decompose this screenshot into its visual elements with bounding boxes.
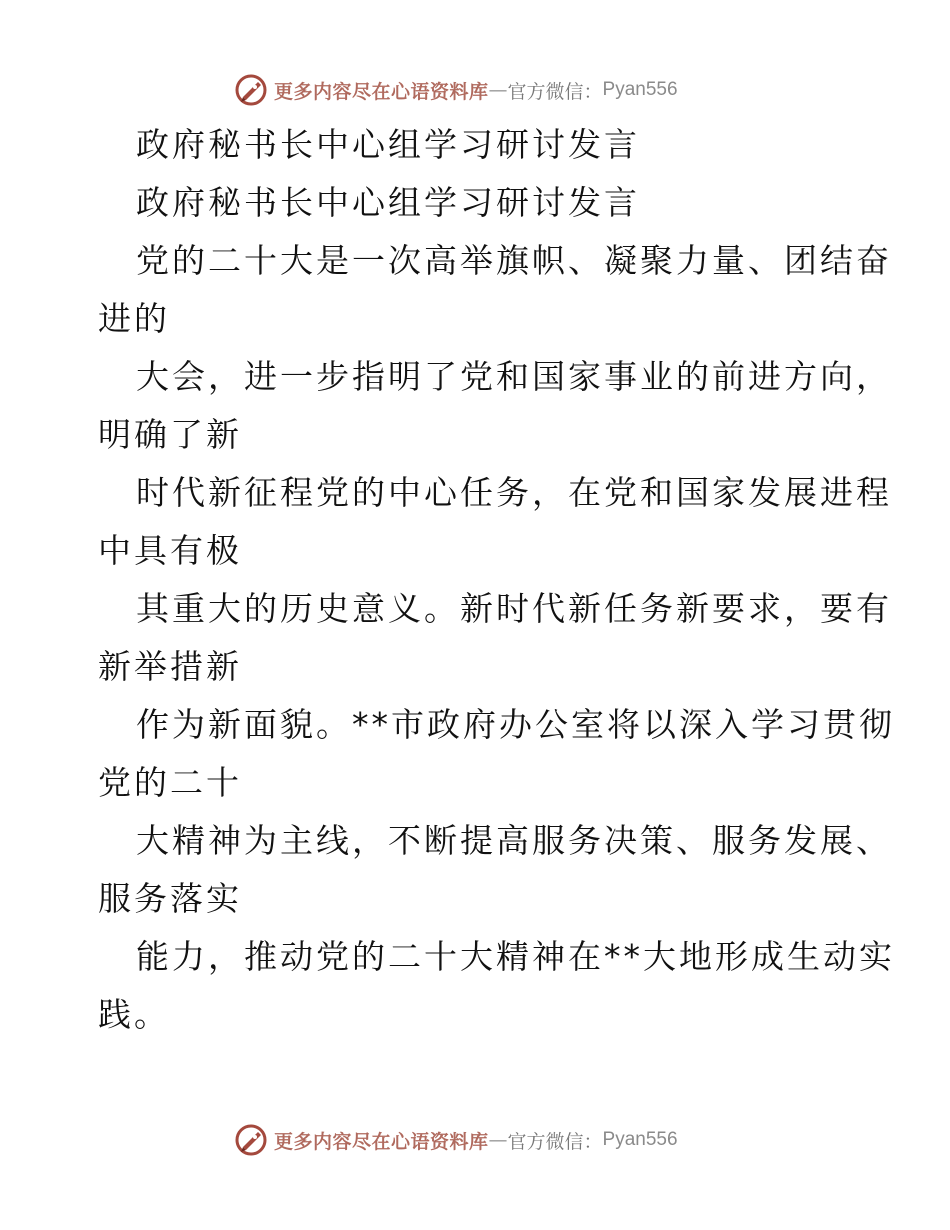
doc-line: 大会，进一步指明了党和国家事业的前进方向， (136, 357, 892, 396)
watermark-dash: — (488, 79, 508, 101)
doc-line: 明确了新 (98, 415, 242, 454)
watermark-dash: — (488, 1129, 508, 1151)
doc-line: 中具有极 (98, 531, 242, 570)
doc-line: 能力，推动党的二十大精神在**大地形成生动实 (136, 937, 895, 976)
doc-line: 新举措新 (98, 647, 242, 686)
doc-line: 进的 (98, 299, 170, 338)
doc-line: 服务落实 (98, 879, 242, 918)
document-body (98, 116, 895, 1044)
watermark-brand: 更多内容尽在心语资料库 (274, 1130, 489, 1153)
doc-line: 大精神为主线，不断提高服务决策、服务发展、 (136, 821, 892, 860)
doc-subtitle: 政府秘书长中心组学习研讨发言 (136, 183, 640, 222)
watermark-id: Pyan556 (602, 79, 678, 100)
header-watermark (234, 72, 678, 108)
pen-logo-icon (234, 73, 268, 107)
pen-logo-icon (234, 1123, 268, 1157)
doc-line: 党的二十 (98, 763, 242, 802)
footer-watermark (234, 1122, 678, 1158)
watermark-id: Pyan556 (602, 1129, 678, 1150)
watermark-suffix: 官方微信： (507, 1130, 603, 1153)
doc-line: 作为新面貌。**市政府办公室将以深入学习贯彻 (136, 705, 895, 744)
doc-line: 其重大的历史意义。新时代新任务新要求，要有 (136, 589, 892, 628)
doc-line: 践。 (98, 995, 170, 1034)
watermark-brand: 更多内容尽在心语资料库 (274, 80, 489, 103)
doc-title: 政府秘书长中心组学习研讨发言 (136, 125, 640, 164)
doc-line: 党的二十大是一次高举旗帜、凝聚力量、团结奋 (136, 241, 892, 280)
doc-line: 时代新征程党的中心任务，在党和国家发展进程 (136, 473, 892, 512)
watermark-suffix: 官方微信： (507, 80, 603, 103)
